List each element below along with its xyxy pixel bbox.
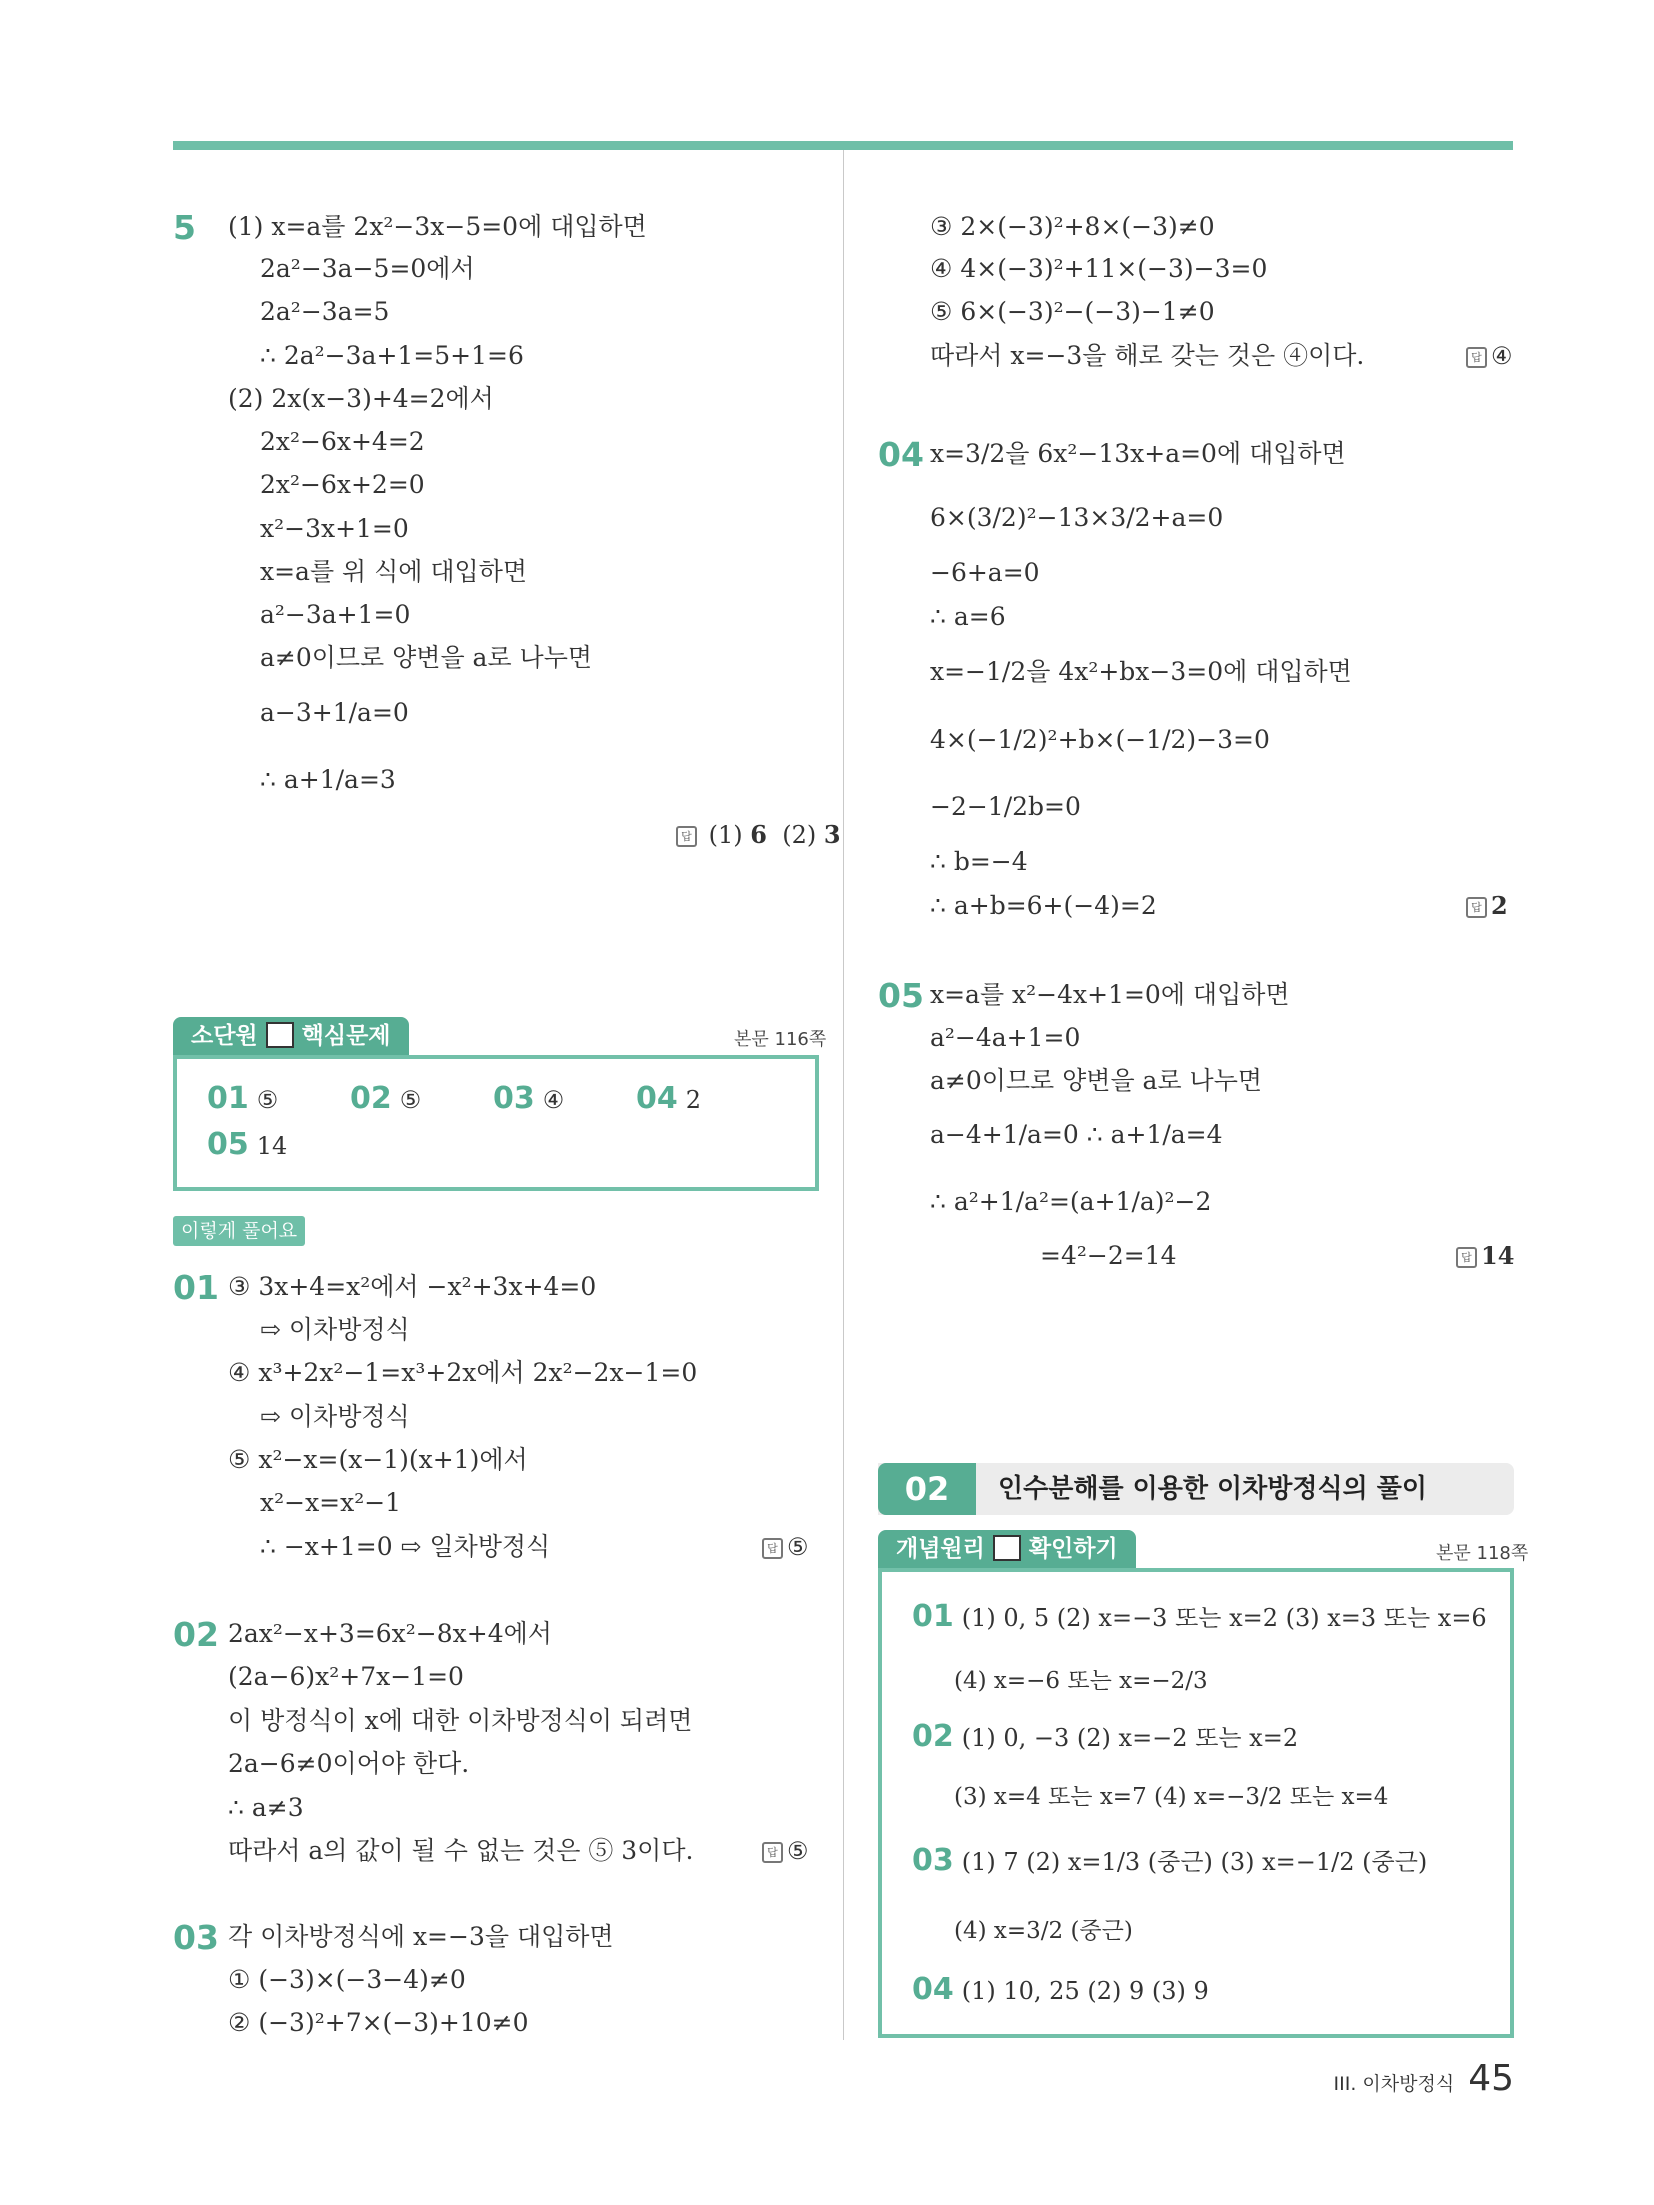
solution-line: ⇨ 이차방정식	[260, 1315, 410, 1344]
answer-item: 03 (1) 7 (2) x=1/3 (중근) (3) x=−1/2 (중근)	[912, 1843, 1428, 1878]
section-tab-concept-check: 개념원리 확인하기	[878, 1530, 1136, 1568]
solution-line: 2a²−3a=5	[260, 297, 390, 326]
answer-item: 01 ⑤	[207, 1081, 279, 1116]
answer-label: 답 14	[1456, 1241, 1514, 1271]
newspaper-icon	[266, 1022, 294, 1048]
solution-line: ∴ a+1/a=3	[260, 765, 396, 794]
chapter-label: III. 이차방정식	[1333, 2073, 1455, 2095]
top-rule	[173, 141, 1513, 150]
page-number: 45	[1468, 2058, 1514, 2099]
solution-line: a−3+1/a=0	[260, 698, 409, 727]
answer-box	[878, 1568, 1514, 2038]
solution-line: ④ 4×(−3)²+11×(−3)−3=0	[930, 254, 1268, 283]
answer-item: 02 ⑤	[350, 1081, 422, 1116]
solution-line: x=a를 x²−4x+1=0에 대입하면	[930, 980, 1290, 1009]
solution-line: 2x²−6x+4=2	[260, 427, 425, 456]
page-footer	[1334, 2058, 1514, 2099]
solution-line: −2−1/2b=0	[930, 792, 1081, 821]
solution-line: ④ x³+2x²−1=x³+2x에서 2x²−2x−1=0	[228, 1358, 698, 1387]
answer-item: 04 2	[636, 1081, 702, 1116]
solution-line: 따라서 a의 값이 될 수 없는 것은 ⑤ 3이다.	[228, 1836, 694, 1865]
solution-line: a²−3a+1=0	[260, 600, 411, 629]
answer-badge-icon: 답	[762, 1538, 783, 1559]
solution-line: a≠0이므로 양변을 a로 나누면	[930, 1066, 1263, 1095]
answer-item: 01 (1) 0, 5 (2) x=−3 또는 x=2 (3) x=3 또는 x=6	[912, 1599, 1487, 1634]
solve-tag: 이렇게 풀어요	[173, 1216, 305, 1246]
answer-label: 답 2	[1466, 891, 1508, 921]
answer-box	[173, 1055, 819, 1191]
solution-line: 4×(−1/2)²+b×(−1/2)−3=0	[930, 725, 1270, 754]
page-reference: 본문 116쪽	[734, 1029, 827, 1050]
answer-badge-icon: 답	[676, 826, 697, 847]
solution-line: 6×(3/2)²−13×3/2+a=0	[930, 503, 1224, 532]
solution-line: ∴ 2a²−3a+1=5+1=6	[260, 341, 524, 370]
answer-item-line: (4) x=−6 또는 x=−2/3	[954, 1668, 1208, 1694]
solution-line: −6+a=0	[930, 558, 1040, 587]
column-divider	[843, 150, 844, 2040]
solution-line: ∴ a≠3	[228, 1793, 304, 1822]
solution-line: ∴ a=6	[930, 602, 1006, 631]
answer-badge-icon: 답	[1466, 897, 1487, 918]
solution-line: ∴ b=−4	[930, 847, 1028, 876]
problem-number: 04	[878, 435, 924, 474]
answer-label: 답 (1) 6 (2) 3	[676, 820, 841, 850]
solution-line: ⑤ 6×(−3)²−(−3)−1≠0	[930, 297, 1215, 326]
solution-line: ② (−3)²+7×(−3)+10≠0	[228, 2008, 529, 2037]
solution-line: 2a−6≠0이어야 한다.	[228, 1749, 470, 1778]
answer-item-line: (3) x=4 또는 x=7 (4) x=−3/2 또는 x=4	[954, 1784, 1389, 1810]
solution-line: a−4+1/a=0 ∴ a+1/a=4	[930, 1120, 1223, 1149]
problem-number: 03	[173, 1918, 219, 1957]
note-icon	[993, 1535, 1021, 1561]
section-tab-core-problems: 소단원 핵심문제	[173, 1017, 409, 1055]
solution-line: 2x²−6x+2=0	[260, 470, 425, 499]
solution-line: x²−x=x²−1	[260, 1488, 402, 1517]
solution-line: ∴ a+b=6+(−4)=2	[930, 891, 1157, 920]
answer-item-line: (4) x=3/2 (중근)	[954, 1918, 1133, 1944]
solution-line: =4²−2=14	[1040, 1241, 1177, 1270]
solution-line: ① (−3)×(−3−4)≠0	[228, 1965, 466, 1994]
answer-badge-icon: 답	[1466, 347, 1487, 368]
solution-line: (2) 2x(x−3)+4=2에서	[228, 384, 494, 413]
solution-line: ③ 2×(−3)²+8×(−3)≠0	[930, 212, 1215, 241]
solution-line: ⇨ 이차방정식	[260, 1402, 410, 1431]
problem-number: 02	[173, 1615, 219, 1654]
answer-label: 답 ⑤	[762, 1836, 809, 1866]
answer-label: 답 ④	[1466, 341, 1513, 371]
page-reference: 본문 118쪽	[1436, 1543, 1529, 1564]
problem-number: 5	[173, 208, 196, 247]
solution-line: ⑤ x²−x=(x−1)(x+1)에서	[228, 1445, 528, 1474]
answer-item: 02 (1) 0, −3 (2) x=−2 또는 x=2	[912, 1719, 1299, 1754]
solution-line: 이 방정식이 x에 대한 이차방정식이 되려면	[228, 1706, 693, 1735]
answer-badge-icon: 답	[762, 1842, 783, 1863]
solution-line: 각 이차방정식에 x=−3을 대입하면	[228, 1922, 614, 1951]
solution-line: x²−3x+1=0	[260, 514, 409, 543]
answer-item: 05 14	[207, 1127, 288, 1162]
answer-badge-icon: 답	[1456, 1247, 1477, 1268]
problem-number: 01	[173, 1268, 219, 1307]
solution-line: (1) x=a를 2x²−3x−5=0에 대입하면	[228, 212, 647, 241]
answer-item: 03 ④	[493, 1081, 565, 1116]
solution-line: (2a−6)x²+7x−1=0	[228, 1662, 464, 1691]
solution-line: x=−1/2을 4x²+bx−3=0에 대입하면	[930, 657, 1352, 686]
solution-line: 2a²−3a−5=0에서	[260, 254, 475, 283]
problem-number: 05	[878, 976, 924, 1015]
solution-line: a≠0이므로 양변을 a로 나누면	[260, 643, 593, 672]
solution-line: x=3/2을 6x²−13x+a=0에 대입하면	[930, 439, 1346, 468]
answer-item: 04 (1) 10, 25 (2) 9 (3) 9	[912, 1972, 1209, 2007]
solution-line: ∴ −x+1=0 ⇨ 일차방정식	[260, 1532, 551, 1561]
solution-line: ∴ a²+1/a²=(a+1/a)²−2	[930, 1187, 1212, 1216]
section-title: 인수분해를 이용한 이차방정식의 풀이	[998, 1474, 1428, 1504]
solution-line: 따라서 x=−3을 해로 갖는 것은 ④이다.	[930, 341, 1365, 370]
solution-line: x=a를 위 식에 대입하면	[260, 557, 527, 586]
solution-line: ③ 3x+4=x²에서 −x²+3x+4=0	[228, 1272, 597, 1301]
section-number: 02	[878, 1463, 976, 1515]
answer-label: 답 ⑤	[762, 1532, 809, 1562]
solution-line: 2ax²−x+3=6x²−8x+4에서	[228, 1619, 552, 1648]
solution-line: a²−4a+1=0	[930, 1023, 1081, 1052]
